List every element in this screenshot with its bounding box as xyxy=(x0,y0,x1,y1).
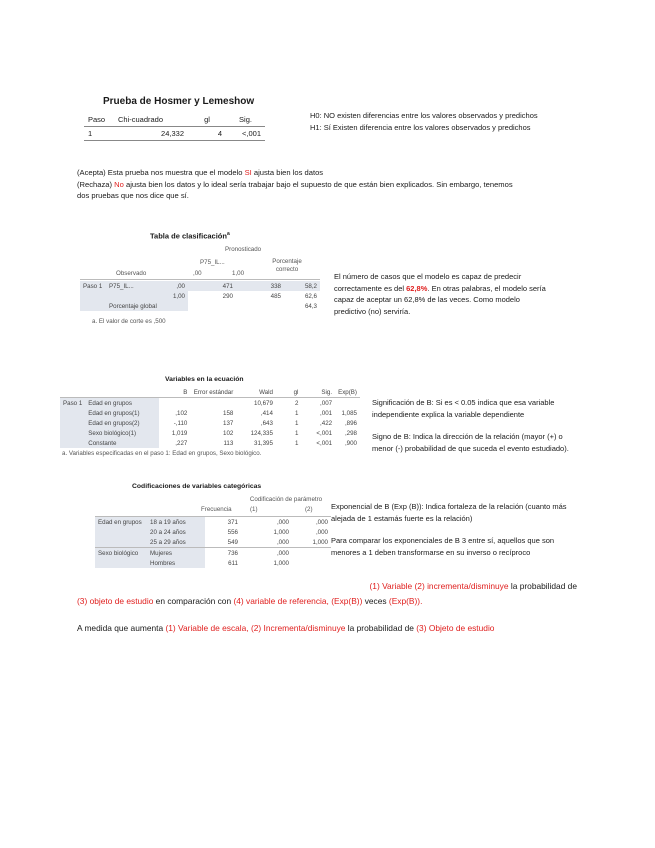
codif-cell: ,000 xyxy=(315,528,328,536)
codif-param-header: Codificación de parámetro xyxy=(249,496,323,503)
codif-var xyxy=(95,527,147,537)
exp-para: Exponencial de B (Exp (B)): Indica fortaleza de la relación (cuanto más alejada de 1 estamás fuerte es la relación) xyxy=(331,502,567,523)
classification-cell: 338 xyxy=(270,282,281,290)
variables-cell: ,643 xyxy=(260,419,273,427)
variables-label: Constante xyxy=(85,438,158,448)
codif-cell: 549 xyxy=(227,538,238,546)
hosmer-table xyxy=(84,113,265,141)
codif-freq-header: Frecuencia xyxy=(201,506,232,513)
table-row xyxy=(95,537,331,548)
codif-cat: 18 a 19 años xyxy=(147,517,205,528)
accept-red: SI xyxy=(244,168,252,177)
variables-cell: 31,395 xyxy=(254,439,273,447)
table-row xyxy=(60,428,360,438)
variables-cell: <,001 xyxy=(316,429,333,437)
classification-cat: ,00 xyxy=(176,282,185,290)
variables-cell: 158 xyxy=(223,409,234,417)
classification-note xyxy=(334,271,594,317)
variables-cell: 113 xyxy=(223,439,234,447)
formula-red: (1) Variable (2) incrementa/disminuye xyxy=(369,581,509,591)
table-row xyxy=(60,418,360,428)
classification-col0: ,00 xyxy=(193,270,202,277)
formula-line1 xyxy=(77,579,577,594)
variables-header: Sig. xyxy=(321,388,333,396)
hypotheses xyxy=(310,110,538,134)
compare-para: Para comparar los exponenciales de B 3 entre sí, aquellos que son menores a 1 deben transformarse en su inverso o recíproco xyxy=(331,536,555,557)
formula-red: (3) Objeto de estudio xyxy=(416,623,495,633)
variables-cell: ,298 xyxy=(344,429,357,437)
variables-header: gl xyxy=(293,388,299,396)
h0-text: H0: NO existen diferencias entre los valores observados y predichos xyxy=(310,111,538,120)
classification-global-label: Porcentaje global xyxy=(106,301,188,311)
reject-line2: dos pruebas que nos dice que sí. xyxy=(77,191,189,200)
variables-header: B xyxy=(183,388,188,396)
variables-header: Wald xyxy=(259,388,273,396)
variables-label: Edad en grupos xyxy=(85,398,158,409)
accept-suffix: ajusta bien los datos xyxy=(251,168,324,177)
class-note-line xyxy=(334,283,594,295)
formula-text: la probabilidad de xyxy=(345,623,417,633)
reject-red: No xyxy=(114,179,124,189)
classification-title-sup: a xyxy=(226,231,230,237)
variables-cell: 10,679 xyxy=(254,399,273,407)
codif-var: Edad en grupos xyxy=(95,517,147,528)
class-note-line: predictivo (no) serviría. xyxy=(334,306,411,316)
formula-comparison xyxy=(77,579,577,609)
variables-cell: ,227 xyxy=(175,439,188,447)
table-header xyxy=(60,387,360,398)
formula-red: (Exp(B)). xyxy=(388,596,423,606)
classification-step: Paso 1 xyxy=(83,282,103,290)
formula-text: en comparación con xyxy=(153,596,234,606)
variables-cell xyxy=(159,398,191,409)
accept-line xyxy=(77,167,577,179)
classification-step xyxy=(80,291,106,301)
class-note-line: El número de casos que el modelo es capaz de predecir xyxy=(334,272,522,281)
variables-table xyxy=(60,387,360,448)
codif-cat: Hombres xyxy=(147,558,205,568)
formula-text: A medida que aumenta xyxy=(77,623,166,633)
variables-step: Paso 1 xyxy=(60,398,85,409)
classification-var-header: P75_IL... xyxy=(200,259,225,266)
codif-cell: 556 xyxy=(227,528,238,536)
codif-col1-header: (1) xyxy=(250,506,258,513)
hosmer-header-sig: Sig. xyxy=(239,115,252,124)
classification-cell: 62,6 xyxy=(304,292,317,300)
classification-title xyxy=(150,231,230,241)
variables-cell: 2 xyxy=(294,399,299,407)
codif-var xyxy=(95,537,147,548)
sign-para: Signo de B: Indica la dirección de la relación (mayor (+) o menor (-) probabilidad de que suceda el evento estudiado). xyxy=(372,432,569,453)
classification-cell: 485 xyxy=(270,292,281,300)
exp-note xyxy=(331,501,581,558)
codif-cell: 1,000 xyxy=(273,559,289,567)
classification-cat: 1,00 xyxy=(154,291,188,301)
variables-cell: ,102 xyxy=(175,409,188,417)
table-row xyxy=(80,291,320,301)
codif-cat: Mujeres xyxy=(147,548,205,559)
significance-para: Significación de B: Si es < 0.05 indica que esa variable independiente explica la variable dependiente xyxy=(372,398,555,419)
codif-cell: 1,000 xyxy=(312,538,328,546)
variables-cell: ,001 xyxy=(320,409,333,417)
variables-label: Sexo biológico(1) xyxy=(85,428,158,438)
table-row xyxy=(60,408,360,418)
variables-header: Exp(B) xyxy=(338,388,357,396)
class-note-suffix: . En otras palabras, el modelo sería xyxy=(427,283,546,293)
hosmer-title: Prueba de Hosmer y Lemeshow xyxy=(103,96,255,107)
table-row xyxy=(95,548,331,559)
variables-cell: 1 xyxy=(294,419,299,427)
variables-cell: ,007 xyxy=(320,399,333,407)
classification-title-text: Tabla de clasificación xyxy=(150,231,227,241)
hosmer-cell-gl: 4 xyxy=(217,129,222,138)
codif-cell xyxy=(292,548,331,559)
classification-observed: Observado xyxy=(116,270,147,277)
formula-text: veces xyxy=(362,596,389,606)
table-row xyxy=(60,398,360,409)
variables-cell: 102 xyxy=(223,429,234,437)
variables-cell: ,900 xyxy=(344,439,357,447)
variables-header: Error estándar xyxy=(193,388,234,396)
formula-red: (3) objeto de estudio xyxy=(77,596,154,606)
classification-cell: 471 xyxy=(222,282,233,290)
hosmer-cell-chi: 24,332 xyxy=(161,129,184,138)
classification-predicted: Pronosticado xyxy=(225,246,262,253)
codif-cell: ,000 xyxy=(276,538,289,546)
formula-line2 xyxy=(77,594,577,609)
table-row xyxy=(60,438,360,448)
classification-footnote: a. El valor de corte es ,500 xyxy=(92,318,166,325)
codif-cell: 371 xyxy=(227,518,238,526)
table-row xyxy=(95,558,331,568)
codif-cell: 611 xyxy=(228,559,238,567)
hosmer-header-chi: Chi-cuadrado xyxy=(118,115,164,124)
variables-cell: 1,085 xyxy=(341,409,357,417)
class-note-red: 62,8% xyxy=(406,283,428,293)
class-note-prefix: correctamente es del xyxy=(334,283,407,293)
reject-line xyxy=(77,179,577,191)
h1-text: H1: Sí Existen diferencia entre los valores observados y predichos xyxy=(310,123,531,132)
variables-cell: -,110 xyxy=(173,419,188,427)
table-row xyxy=(95,517,331,528)
codif-var: Sexo biológico xyxy=(95,548,147,559)
hosmer-cell-step: 1 xyxy=(88,129,93,138)
classification-pct-header: Porcentaje correcto xyxy=(272,258,302,273)
formula-scale xyxy=(77,623,597,633)
reject-prefix: (Rechaza) xyxy=(77,179,115,189)
table-row xyxy=(95,527,331,537)
variables-cell: 124,335 xyxy=(250,429,273,437)
variables-label: Edad en grupos(1) xyxy=(85,408,158,418)
class-note-line: capaz de aceptar un 62,8% de las veces. Como modelo xyxy=(334,295,520,304)
codif-cat: 20 a 24 años xyxy=(147,527,205,537)
table-row xyxy=(80,281,320,291)
variables-cell: ,422 xyxy=(320,419,333,427)
formula-red: (4) variable de referencia, (Exp(B)) xyxy=(233,596,363,606)
reject-line1: ajusta bien los datos y lo ideal sería trabajar bajo el supuesto de que están bien explicados. Sin embargo, tenemos xyxy=(123,179,513,189)
codif-var xyxy=(95,558,147,568)
variables-cell: 1 xyxy=(294,439,299,447)
codif-cat: 25 a 29 años xyxy=(147,537,205,548)
codif-title: Codificaciones de variables categóricas xyxy=(132,483,262,490)
classification-var xyxy=(106,291,154,301)
table-row xyxy=(80,301,320,311)
codif-cell: ,000 xyxy=(315,518,328,526)
codif-cell: 736 xyxy=(227,549,238,557)
hosmer-cell-sig: <,001 xyxy=(242,129,261,138)
classification-col1: 1,00 xyxy=(232,270,245,277)
codif-cell: ,000 xyxy=(276,549,289,557)
variables-cell: <,001 xyxy=(316,439,333,447)
variables-cell: 1 xyxy=(294,409,299,417)
codif-col2-header: (2) xyxy=(305,506,313,513)
classification-cell: 58,2 xyxy=(304,282,317,290)
variables-cell xyxy=(190,398,236,409)
variables-cell: 1,019 xyxy=(171,429,188,437)
variables-cell xyxy=(335,398,360,409)
hosmer-header-gl: gl xyxy=(204,115,210,124)
accept-prefix: (Acepta) Esta prueba nos muestra que el modelo xyxy=(77,168,245,177)
variables-cell: 137 xyxy=(223,419,234,427)
codif-cell: ,000 xyxy=(276,518,289,526)
significance-note xyxy=(372,397,582,454)
variables-title: Variables en la ecuación xyxy=(165,376,244,383)
variables-label: Edad en grupos(2) xyxy=(85,418,158,428)
variables-cell: ,896 xyxy=(344,419,357,427)
formula-red: (1) Variable de escala, (2) Incrementa/disminuye xyxy=(165,623,346,633)
variables-cell: ,414 xyxy=(260,409,273,417)
classification-divider xyxy=(80,279,320,280)
hosmer-header-paso: Paso xyxy=(88,115,106,124)
classification-global-val: 64,3 xyxy=(304,302,317,310)
classification-var: P75_IL... xyxy=(109,282,134,290)
variables-footnote: a. Variables especificadas en el paso 1: Edad en grupos, Sexo biológico. xyxy=(62,450,262,457)
accept-reject-note xyxy=(77,167,577,202)
classification-table xyxy=(80,281,320,311)
classification-cell: 290 xyxy=(222,292,233,300)
codif-table xyxy=(95,516,331,568)
codif-cell xyxy=(292,558,331,568)
formula-text: la probabilidad de xyxy=(508,581,577,591)
codif-cell: 1,000 xyxy=(273,528,289,536)
variables-cell: 1 xyxy=(294,429,299,437)
